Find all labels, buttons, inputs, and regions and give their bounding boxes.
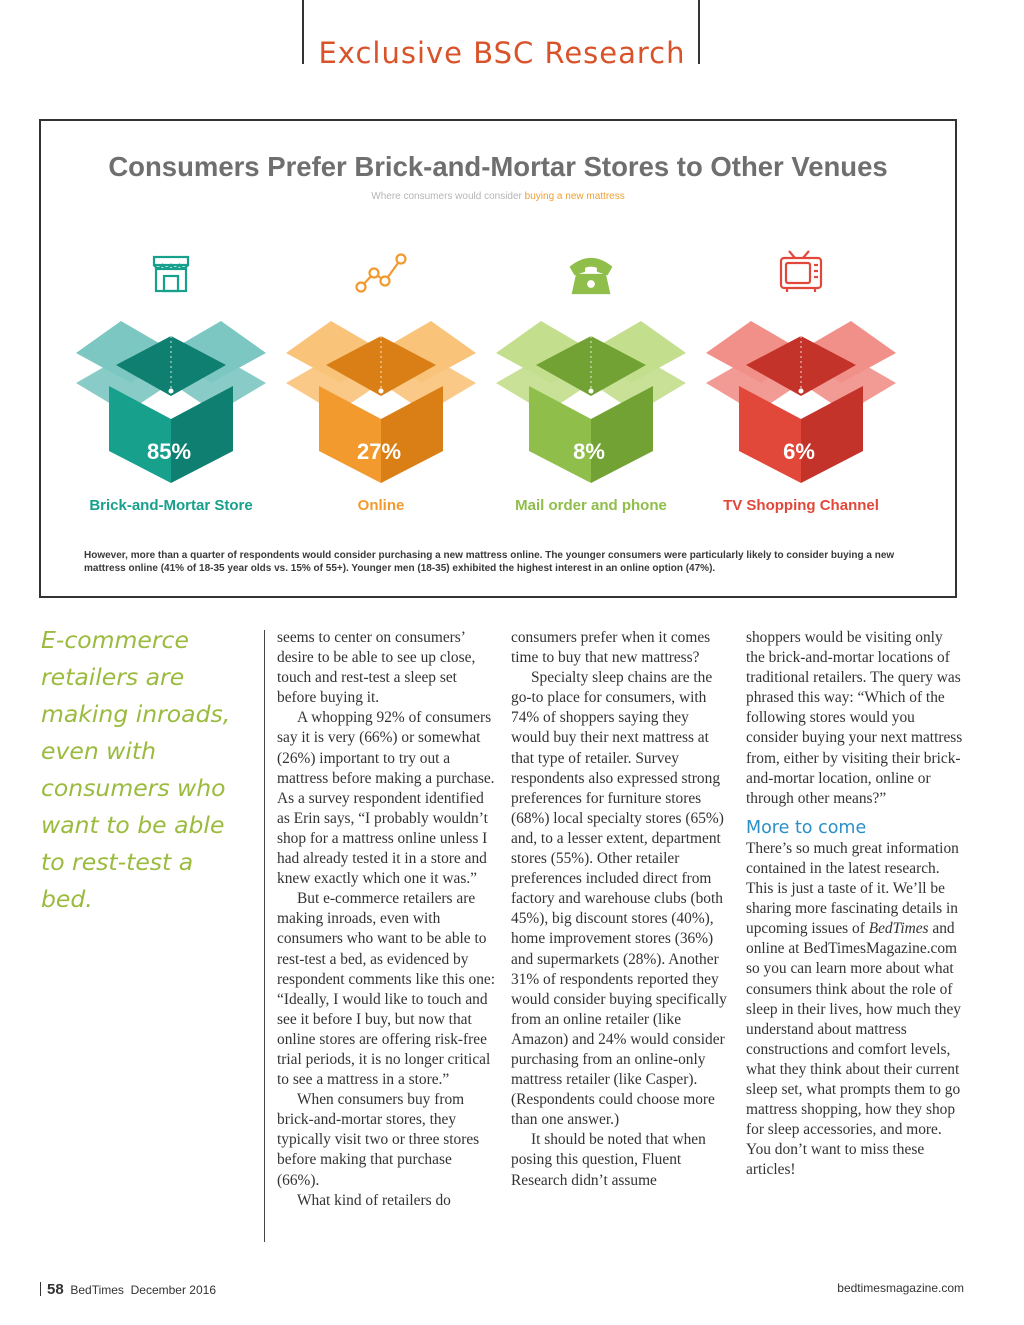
article-column-1 bbox=[277, 628, 495, 1211]
infographic bbox=[39, 119, 957, 598]
page-number: 58 bbox=[47, 1281, 64, 1298]
magazine-name: BedTimes bbox=[868, 920, 929, 938]
subheading: More to come bbox=[746, 817, 867, 838]
paragraph: What kind of retailers do bbox=[297, 1191, 451, 1209]
paragraph: A whopping 92% of consumers say it is very (66%) or somewhat (26%) important to try out a mattress before making a purchase. As a survey respondent identified as Erin says, “I probably wouldn’t shop for a mattress online unless I had already tested it in a store and knew exactly which one it was.” bbox=[277, 709, 495, 888]
category-label-mail: Mail order and phone bbox=[515, 497, 667, 514]
percent-online: 27% bbox=[356, 439, 402, 464]
paragraph: seems to center on consumers’ desire to be able to see up close, touch and rest-test a sleep set before buying it. bbox=[277, 629, 476, 707]
percent-tv: 6% bbox=[783, 439, 815, 464]
infographic-title: Consumers Prefer Brick-and-Mortar Stores to Other Venues bbox=[108, 151, 888, 182]
television-icon bbox=[781, 251, 821, 292]
article-column-2 bbox=[511, 628, 729, 1191]
boxes-graphic bbox=[41, 121, 955, 541]
footer-rule bbox=[40, 1282, 41, 1296]
subtitle-prefix: Where consumers would consider bbox=[371, 191, 525, 202]
section-title: Exclusive BSC Research bbox=[318, 36, 686, 70]
paragraph: Specialty sleep chains are the go-to place for consumers, with 74% of shoppers saying they would buy their next mattress at that type of retailer. Survey respondents also expressed strong preferences for furniture stores (68%) local specialty stores (65%) and, to a lesser extent, department stores (55%). Other retailer preferences included direct from factory and warehouse clubs (both 45%), big discount stores (40%), home improvement stores (36%) and supermarkets (28%). Another 31% of respondents reported they would consider buying specifically from an online retailer (like Amazon) and 24% would consider purchasing from an online-only mattress retailer (like Casper). (Respondents could choose more than one answer.) bbox=[511, 669, 727, 1129]
paragraph: shoppers would be visiting only the brick-and-mortar locations of traditional retailers. The query was phrased this way: “Which of the following stores would you consider buying your next mattress from, either by visiting their brick-and-mortar location, online or through other means?” bbox=[746, 629, 963, 807]
infographic-footnote: However, more than a quarter of respondents would consider purchasing a new mattress online. The younger consumers were particularly likely to consider buying a new mattress online (41% of 18-35 year olds vs. 15% of 55+). Younger men (18-35) exhibited the highest interest in an online option (47%). bbox=[84, 550, 895, 574]
subtitle-highlight: buying a new mattress bbox=[524, 191, 625, 202]
box-online bbox=[286, 255, 476, 484]
box-store bbox=[76, 257, 266, 483]
network-icon bbox=[357, 255, 406, 292]
storefront-icon bbox=[154, 257, 188, 291]
category-label-online: Online bbox=[357, 497, 405, 514]
category-label-tv: TV Shopping Channel bbox=[723, 497, 879, 514]
category-label-store: Brick-and-Mortar Store bbox=[89, 497, 253, 514]
percent-store: 85% bbox=[146, 439, 192, 464]
box-mail bbox=[496, 259, 686, 483]
box-tv bbox=[706, 251, 896, 483]
article-column-3 bbox=[746, 628, 964, 1180]
paragraph: It should be noted that when posing this question, Fluent Research didn’t assume bbox=[511, 1131, 706, 1189]
paragraph: There’s so much great information contained in the latest research. This is just a taste of it. We’ll be sharing more fascinating details in upcoming issues of BedTimes and online at BedTimesMagazine.com so you can learn more about what consumers think about the role of sleep in their lives, how much they understand about mattress constructions and comfort levels, what they think about their current sleep set, what prompts them to go mattress shopping, how they shop for sleep accessories, and more. You don’t want to miss these articles! bbox=[746, 839, 961, 1179]
footer-left bbox=[40, 1281, 216, 1298]
percent-mail: 8% bbox=[573, 439, 605, 464]
telephone-icon bbox=[571, 259, 611, 293]
pull-quote: E-commerce retailers are making inroads, even with consumers who want to be able to rest-test a bed. bbox=[41, 626, 231, 913]
paragraph: But e-commerce retailers are making inroads, even with consumers who want to be able to rest-test a bed, as evidenced by respondent comments like this one: “Ideally, I would like to touch and see it before I buy, but now that online stores are offering risk-free trial periods, it is no longer critical to see a mattress in a store.” bbox=[277, 890, 495, 1089]
paragraph: When consumers buy from brick-and-mortar stores, they typically visit two or three stores before making that purchase (66%). bbox=[277, 1091, 480, 1189]
column-rule bbox=[264, 630, 265, 1242]
publication-name: BedTimes bbox=[70, 1283, 124, 1297]
paragraph: consumers prefer when it comes time to buy that new mattress? bbox=[511, 629, 711, 667]
issue-date: December 2016 bbox=[130, 1283, 216, 1297]
footer-site: bedtimesmagazine.com bbox=[837, 1281, 964, 1295]
